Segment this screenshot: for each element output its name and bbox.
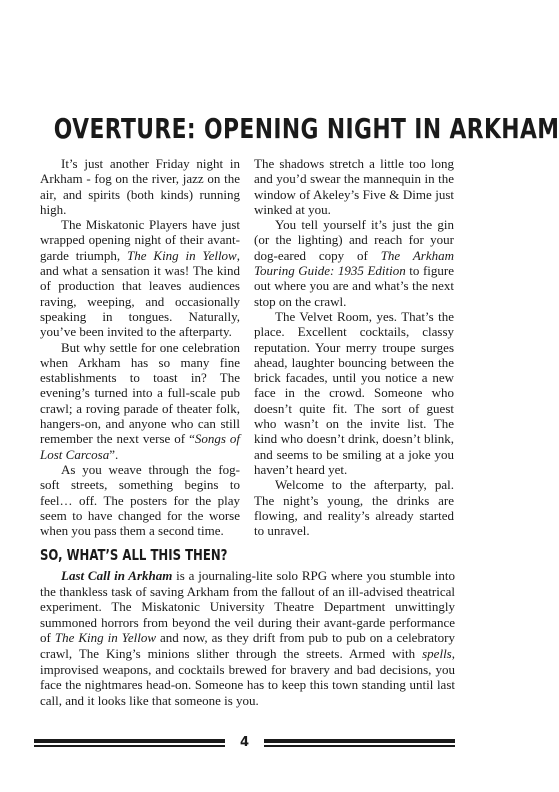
- left-column: [40, 156, 240, 538]
- song-title: Songs of Lost Carcosa: [40, 431, 241, 462]
- right-column: [254, 156, 454, 538]
- section-heading: SO, WHAT’S ALL THIS THEN?: [40, 546, 228, 564]
- paragraph-text: But why settle for one celebration when Arkham has so many fine establishments to toast in? The evening’s turned into a full-scale pub crawl; a roving parade of theater folk, hangers-on, and anyone who can still remember the next verse of “: [40, 339, 240, 447]
- paragraph-text: As you weave through the fog-soft streets, something begins to feel… off. The posters for the play seem to have changed for the worse when you pass them a second time.: [40, 461, 240, 539]
- paragraph-text: to figure out where you are and what’s the next stop on the crawl.: [254, 263, 454, 309]
- paragraph-text: , improvised weapons, and cocktails brewed for bravery and bad decisions, you face the nightmares head-on. Someone has to keep this town standing until last call, and it looks like that someone is you.: [40, 645, 455, 708]
- paragraph: [40, 568, 455, 708]
- paragraph: [40, 217, 240, 339]
- spells-term: spells: [422, 645, 452, 661]
- paragraph-text: You tell yourself it’s just the gin (or the lighting) and reach for your dog-eared copy of: [254, 217, 454, 263]
- paragraph: [254, 309, 454, 477]
- paragraph-text: and now, as they drift from pub to pub on a celebratory crawl, The King’s minions slither through the streets. Armed with: [40, 630, 455, 661]
- page-footer: [34, 737, 455, 751]
- paragraph: [254, 477, 454, 538]
- paragraph: [40, 340, 240, 462]
- paragraph: [254, 217, 454, 309]
- paragraph: [40, 462, 240, 538]
- paragraph-text: is a journaling-lite solo RPG where you stumble into the thankless task of saving Arkham from the fallout of an ill-advised theatrical experiment. The Miskatonic University Theatre Department unwittingly summoned horrors from beyond the veil during their avant-garde performance of: [40, 568, 456, 646]
- paragraph: [40, 156, 240, 217]
- book-title: The Arkham Touring Guide: 1935 Edition: [254, 247, 454, 279]
- paragraph-text: The shadows stretch a little too long and you’d swear the mannequin in the window of Akeley’s Five & Dime just winked at you.: [254, 156, 454, 217]
- game-title: Last Call in Arkham: [61, 568, 173, 583]
- play-title: The King in Yellow: [54, 630, 157, 646]
- paragraph-text: Welcome to the afterparty, pal. The night’s young, the drinks are flowing, and reality’s already started to unravel.: [254, 477, 454, 539]
- paragraph-text: It’s just another Friday night in Arkham - fog on the river, jazz on the air, and spirits (both kinds) running high.: [40, 156, 240, 217]
- section-body: [40, 568, 455, 708]
- page-title: OVERTURE: OPENING NIGHT IN ARKHAM: [53, 112, 559, 145]
- paragraph-text: ”.: [109, 446, 119, 462]
- paragraph-text: , and what a sensation it was! The kind of production that leaves audiences raving, weeping, and occasionally speaking in tongues. Naturally, you’ve been invited to the afterparty.: [40, 247, 240, 340]
- paragraph-text: The Velvet Room, yes. That’s the place. Excellent cocktails, classy reputation. Your merry troupe surges ahead, laughter bouncing between the brick facades, until you notice a new face in the crowd. Someone who doesn’t quite fit. The sort of guest who wasn’t on the invite list. The kind who doesn’t drink, doesn’t blink, and seems to be smiling at a joke you haven’t heard yet.: [254, 308, 454, 477]
- page-number: 4: [239, 735, 250, 750]
- play-title: The King in Yellow: [127, 247, 237, 263]
- footer-rule-right: [264, 739, 455, 749]
- two-column-body: [40, 156, 455, 538]
- paragraph-text: The Miskatonic Players have just wrapped opening night of their avant-garde triumph,: [40, 217, 240, 263]
- paragraph: [254, 156, 454, 217]
